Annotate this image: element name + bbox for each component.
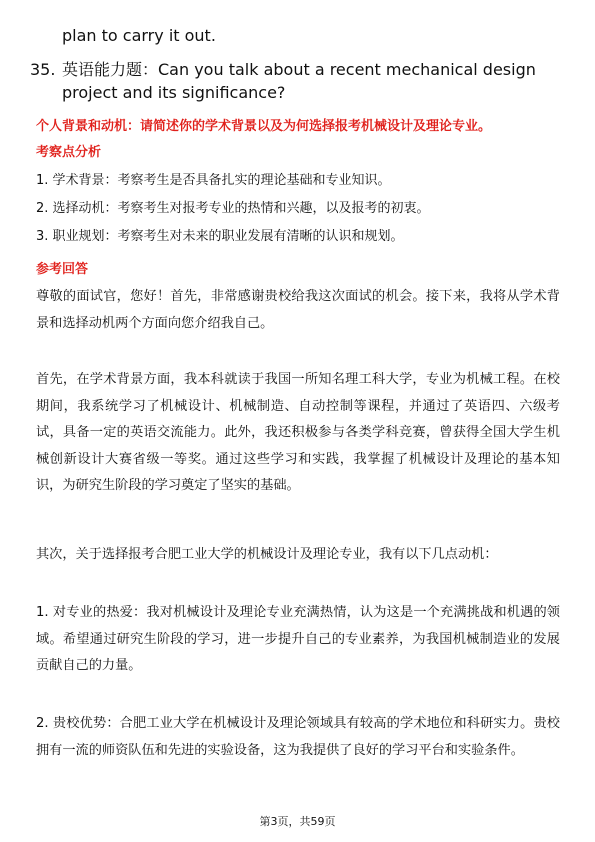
answer-heading: 参考回答: [36, 262, 89, 277]
topic-title: 个人背景和动机：请简述你的学术背景以及为何选择报考机械设计及理论专业。: [36, 119, 492, 134]
analysis-heading: 考察点分析: [36, 145, 102, 160]
previous-answer-fragment: plan to carry it out.: [62, 26, 216, 45]
page-number-footer: 第3页，共59页: [259, 815, 336, 828]
analysis-item: 2. 选择动机：考察考生对报考专业的热情和兴趣，以及报考的初衷。: [36, 201, 430, 216]
answer-paragraph: 1. 对专业的热爱：我对机械设计及理论专业充满热情，认为这是一个充满挑战和机遇的领域。希望通过研究生阶段的学习，进一步提升自己的专业素养，为我国机械制造业的发展贡献自己的力量。: [36, 605, 560, 673]
question-number: 35.: [30, 60, 56, 79]
analysis-item: 3. 职业规划：考察考生对未来的职业发展有清晰的认识和规划。: [36, 229, 404, 244]
analysis-item: 1. 学术背景：考察考生是否具备扎实的理论基础和专业知识。: [36, 173, 391, 188]
answer-paragraph: 首先，在学术背景方面，我本科就读于我国一所知名理工科大学，专业为机械工程。在校期间，我系统学习了机械设计、机械制造、自动控制等课程，并通过了英语四、六级考试，具备一定的英语交流能力。此外，我还积极参与各类学科竞赛，曾获得全国大学生机械创新设计大赛省级一等奖。通过这些学习和实践，我掌握了机械设计及理论的基本知识，为研究生阶段的学习奠定了坚实的基础。: [36, 372, 560, 493]
question-text: 英语能力题：Can you talk about a recent mechanical design project and its significance?: [62, 60, 536, 102]
answer-paragraph: 其次，关于选择报考合肥工业大学的机械设计及理论专业，我有以下几点动机：: [36, 547, 498, 562]
answer-paragraph: 2. 贵校优势：合肥工业大学在机械设计及理论领域具有较高的学术地位和科研实力。贵校拥有一流的师资队伍和先进的实验设备，这为我提供了良好的学习平台和实验条件。: [36, 716, 560, 758]
answer-paragraph: 尊敬的面试官，您好！首先，非常感谢贵校给我这次面试的机会。接下来，我将从学术背景和选择动机两个方面向您介绍我自己。: [36, 289, 560, 331]
